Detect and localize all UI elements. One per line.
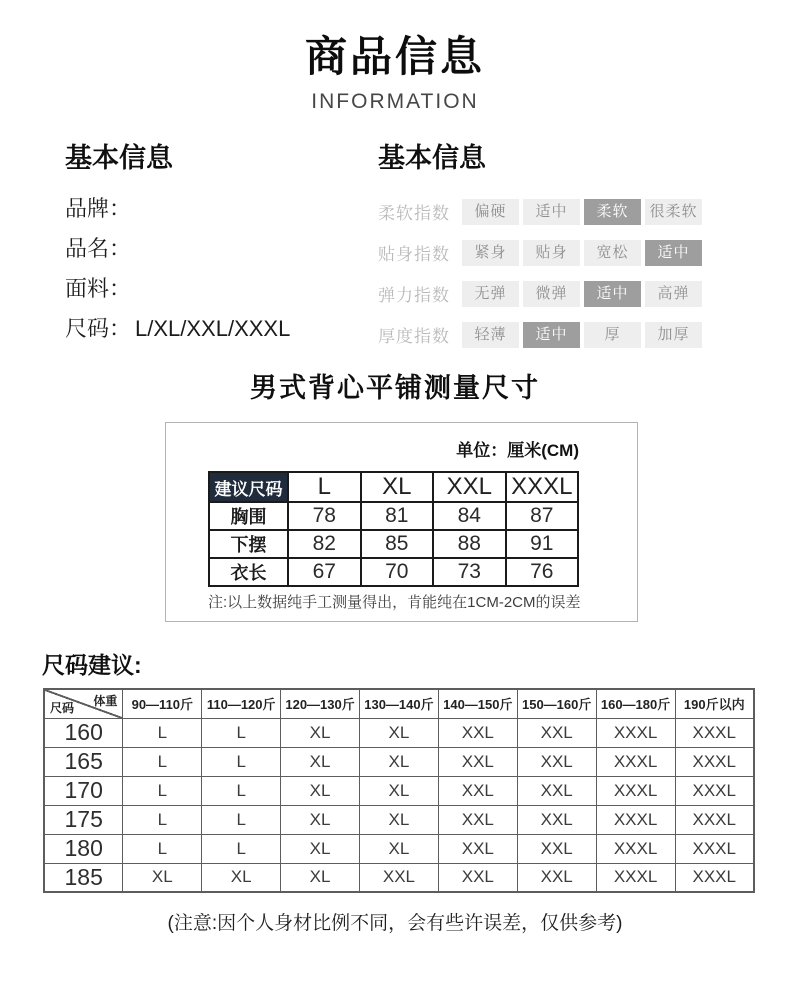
size-cell: XXL [438, 834, 517, 863]
thickness-index-row [378, 314, 768, 355]
size-cell: XXL [517, 834, 596, 863]
page-header [0, 24, 790, 114]
basic-info-right [378, 136, 768, 355]
size-cell: XXXL [675, 747, 754, 776]
size-chart-row [44, 776, 754, 805]
chest-value: 87 [506, 502, 579, 530]
basic-info-right-heading: 基本信息 [378, 143, 486, 173]
size-chart-row [44, 834, 754, 863]
thickness-option-selected: 适中 [523, 322, 580, 348]
size-cell: XL [360, 718, 439, 747]
chest-value: 78 [288, 502, 361, 530]
length-value: 73 [433, 558, 506, 586]
size-cell: XL [281, 863, 360, 892]
size-label: 尺码： [65, 316, 132, 341]
chest-value: 81 [361, 502, 434, 530]
chest-row [209, 502, 578, 530]
size-cell: XXL [438, 805, 517, 834]
measurement-note: 注:以上数据纯手工测量得出，肯能纯在1CM-2CM的误差 [208, 594, 581, 611]
size-field [65, 309, 365, 349]
weight-col-header: 120—130斤 [281, 689, 360, 718]
size-chart-header-row [44, 689, 754, 718]
softness-option-selected: 柔软 [584, 199, 641, 225]
size-col-header: XL [361, 472, 434, 502]
size-cell: XL [281, 834, 360, 863]
height-row-header: 175 [44, 805, 123, 834]
fit-index-label: 贴身指数 [378, 245, 450, 264]
size-cell: XXXL [675, 863, 754, 892]
size-col-header: XXL [433, 472, 506, 502]
basic-info-fields [65, 189, 365, 349]
size-col-header: L [288, 472, 361, 502]
length-row [209, 558, 578, 586]
hem-value: 82 [288, 530, 361, 558]
index-rows [378, 191, 768, 355]
size-chart-row [44, 863, 754, 892]
softness-option: 适中 [523, 199, 580, 225]
size-cell: XL [281, 747, 360, 776]
size-cell: L [123, 834, 202, 863]
size-cell: XXXL [596, 863, 675, 892]
thickness-option: 厚 [584, 322, 641, 348]
page-subtitle: INFORMATION [311, 90, 479, 113]
weight-col-header: 130—140斤 [360, 689, 439, 718]
size-cell: XL [281, 718, 360, 747]
size-cell: XL [123, 863, 202, 892]
suggested-size-header-cell: 建议尺码 [209, 472, 288, 502]
size-cell: XXL [517, 863, 596, 892]
size-cell: XXXL [675, 718, 754, 747]
thickness-index-label: 厚度指数 [378, 327, 450, 346]
size-cell: XXL [438, 747, 517, 776]
hem-row [209, 530, 578, 558]
size-cell: XXL [517, 718, 596, 747]
size-cell: XXL [360, 863, 439, 892]
elasticity-option: 微弹 [523, 281, 580, 307]
elasticity-option-selected: 适中 [584, 281, 641, 307]
elasticity-index-label: 弹力指数 [378, 286, 450, 305]
hem-value: 85 [361, 530, 434, 558]
softness-option: 偏硬 [462, 199, 519, 225]
size-cell: XL [202, 863, 281, 892]
size-cell: XL [281, 776, 360, 805]
basic-info-left-heading: 基本信息 [65, 143, 173, 173]
softness-index-label: 柔软指数 [378, 204, 450, 223]
size-cell: L [202, 805, 281, 834]
weight-col-header: 110—120斤 [202, 689, 281, 718]
size-chart-note: (注意:因个人身材比例不同，会有些许误差，仅供参考) [167, 913, 623, 934]
height-row-header: 160 [44, 718, 123, 747]
size-chart-row [44, 718, 754, 747]
corner-weight-label: 体重 [93, 694, 118, 708]
measurement-box [165, 422, 638, 622]
fit-option-selected: 适中 [645, 240, 702, 266]
size-cell: XXXL [596, 776, 675, 805]
size-advice-heading: 尺码建议: [42, 652, 142, 678]
size-cell: XXL [517, 747, 596, 776]
corner-height-label: 尺码 [50, 700, 75, 715]
measurement-table [208, 471, 579, 587]
size-cell: L [123, 718, 202, 747]
weight-col-header: 150—160斤 [517, 689, 596, 718]
hem-row-label: 下摆 [209, 530, 288, 558]
elasticity-option: 高弹 [645, 281, 702, 307]
thickness-option: 轻薄 [462, 322, 519, 348]
height-row-header: 180 [44, 834, 123, 863]
size-cell: XXL [517, 776, 596, 805]
softness-index-row [378, 191, 768, 232]
weight-col-header: 160—180斤 [596, 689, 675, 718]
size-cell: L [123, 805, 202, 834]
hem-value: 91 [506, 530, 579, 558]
size-cell: L [202, 834, 281, 863]
size-cell: XXXL [675, 805, 754, 834]
measurement-header-row [209, 472, 578, 502]
size-cell: XL [360, 805, 439, 834]
product-name-label: 品名： [65, 236, 132, 261]
size-cell: XXL [438, 718, 517, 747]
size-col-header: XXXL [506, 472, 579, 502]
size-cell: XXXL [596, 834, 675, 863]
fit-option: 贴身 [523, 240, 580, 266]
size-cell: L [202, 747, 281, 776]
size-cell: XXL [517, 805, 596, 834]
fabric-field [65, 269, 365, 309]
hem-value: 88 [433, 530, 506, 558]
fit-option: 紧身 [462, 240, 519, 266]
size-cell: XL [360, 834, 439, 863]
thickness-option: 加厚 [645, 322, 702, 348]
size-value: L/XL/XXL/XXXL [135, 316, 291, 341]
page-title: 商品信息 [304, 33, 485, 80]
size-cell: L [202, 718, 281, 747]
chest-row-label: 胸围 [209, 502, 288, 530]
softness-option: 很柔软 [645, 199, 702, 225]
length-value: 67 [288, 558, 361, 586]
weight-col-header: 90—110斤 [123, 689, 202, 718]
size-cell: XXXL [596, 805, 675, 834]
elasticity-option: 无弹 [462, 281, 519, 307]
fit-option: 宽松 [584, 240, 641, 266]
basic-info-left [65, 136, 365, 349]
corner-cell [44, 689, 123, 718]
weight-col-header: 190斤以内 [675, 689, 754, 718]
size-cell: XXXL [596, 747, 675, 776]
size-cell: XXXL [675, 834, 754, 863]
fabric-label: 面料： [65, 276, 132, 301]
brand-field [65, 189, 365, 229]
size-chart-row [44, 747, 754, 776]
size-cell: XL [360, 776, 439, 805]
fit-index-row [378, 232, 768, 273]
size-chart-row [44, 805, 754, 834]
size-cell: L [202, 776, 281, 805]
size-cell: XXL [438, 776, 517, 805]
weight-col-header: 140—150斤 [438, 689, 517, 718]
brand-label: 品牌： [65, 196, 132, 221]
unit-label: 单位：厘米(CM) [456, 441, 579, 460]
height-row-header: 170 [44, 776, 123, 805]
chest-value: 84 [433, 502, 506, 530]
size-cell: XXXL [675, 776, 754, 805]
elasticity-index-row [378, 273, 768, 314]
height-row-header: 185 [44, 863, 123, 892]
length-row-label: 衣长 [209, 558, 288, 586]
height-row-header: 165 [44, 747, 123, 776]
measurement-section-title: 男式背心平铺测量尺寸 [250, 373, 540, 403]
length-value: 70 [361, 558, 434, 586]
length-value: 76 [506, 558, 579, 586]
size-chart-table [43, 688, 755, 893]
size-cell: L [123, 776, 202, 805]
size-cell: XXXL [596, 718, 675, 747]
product-name-field [65, 229, 365, 269]
size-cell: XL [281, 805, 360, 834]
size-cell: XL [360, 747, 439, 776]
size-cell: XXL [438, 863, 517, 892]
size-cell: L [123, 747, 202, 776]
